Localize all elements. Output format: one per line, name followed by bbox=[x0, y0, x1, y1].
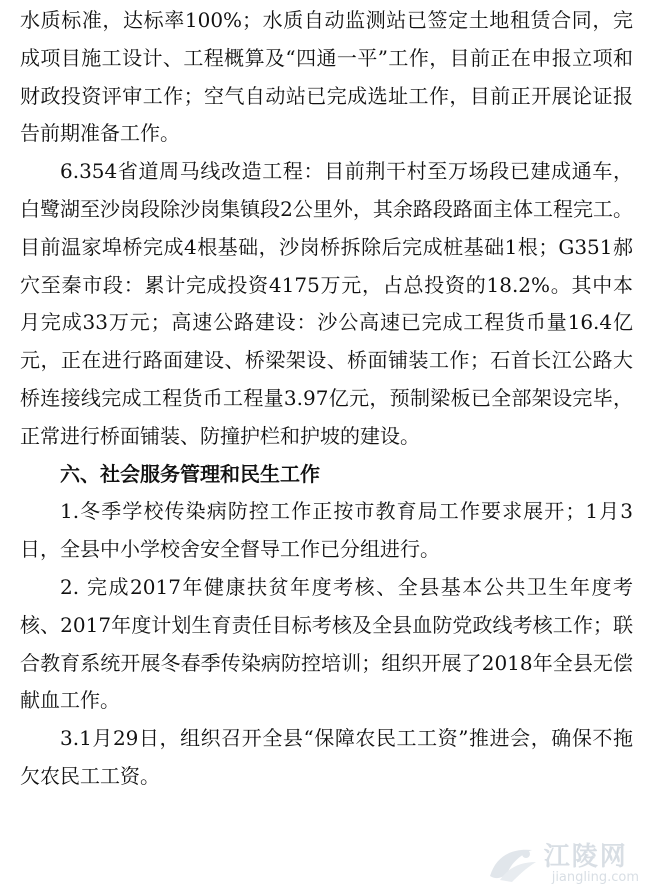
paragraph-health-assessment: 2. 完成2017年健康扶贫年度考核、全县基本公共卫生年度考核、2017年度计划生育责任目标考核及全县血防党政线考核工作；联合教育系统开展冬春季传染病防控培训；组织开展了2018年全县无偿献血工作。 bbox=[20, 574, 633, 713]
paragraph-school-disease-control: 1.冬季学校传染病防控工作正按市教育局工作要求展开；1月3日，全县中小学校舍安全督导工作已分组进行。 bbox=[20, 499, 633, 562]
site-logo-icon bbox=[482, 842, 540, 886]
paragraph-water-quality: 水质标准，达标率100%；水质自动监测站已签定土地租赁合同，完成项目施工设计、工程概算及“四通一平”工作，目前正在申报立项和财政投资评审工作；空气自动站已完成选址工作，目前正开展论证报告前期准备工作。 bbox=[20, 8, 633, 146]
paragraph-road-projects: 6.354省道周马线改造工程：目前荆干村至万场段已建成通车，白鹭湖至沙岗段除沙岗集镇段2公里外，其余路段路面主体工程完工。目前温家埠桥完成4根基础，沙岗桥拆除后完成桩基础1根；G351郝穴至秦市段：累计完成投资4175万元，占总投资的18.2%。其中本月完成33万元；高速公路建设：沙公高速已完成工程货币量16.4亿元，正在进行路面建设、桥梁架设、桥面铺装工作；石首长江公路大桥连接线完成工程货币工程量3.97亿元，预制梁板已全部架设完毕，正常进行桥面铺装、防撞护栏和护坡的建设。 bbox=[20, 159, 633, 448]
watermark-site-name: 江陵网 bbox=[543, 842, 628, 872]
section-heading: 六、社会服务管理和民生工作 bbox=[60, 461, 320, 486]
paragraph-migrant-wages: 3.1月29日，组织召开全县“保障农民工工资”推进会，确保不拖欠农民工工资。 bbox=[20, 726, 633, 788]
watermark-site-url: jiangling.com bbox=[551, 870, 639, 885]
site-watermark bbox=[482, 842, 639, 886]
watermark-text bbox=[544, 843, 639, 885]
